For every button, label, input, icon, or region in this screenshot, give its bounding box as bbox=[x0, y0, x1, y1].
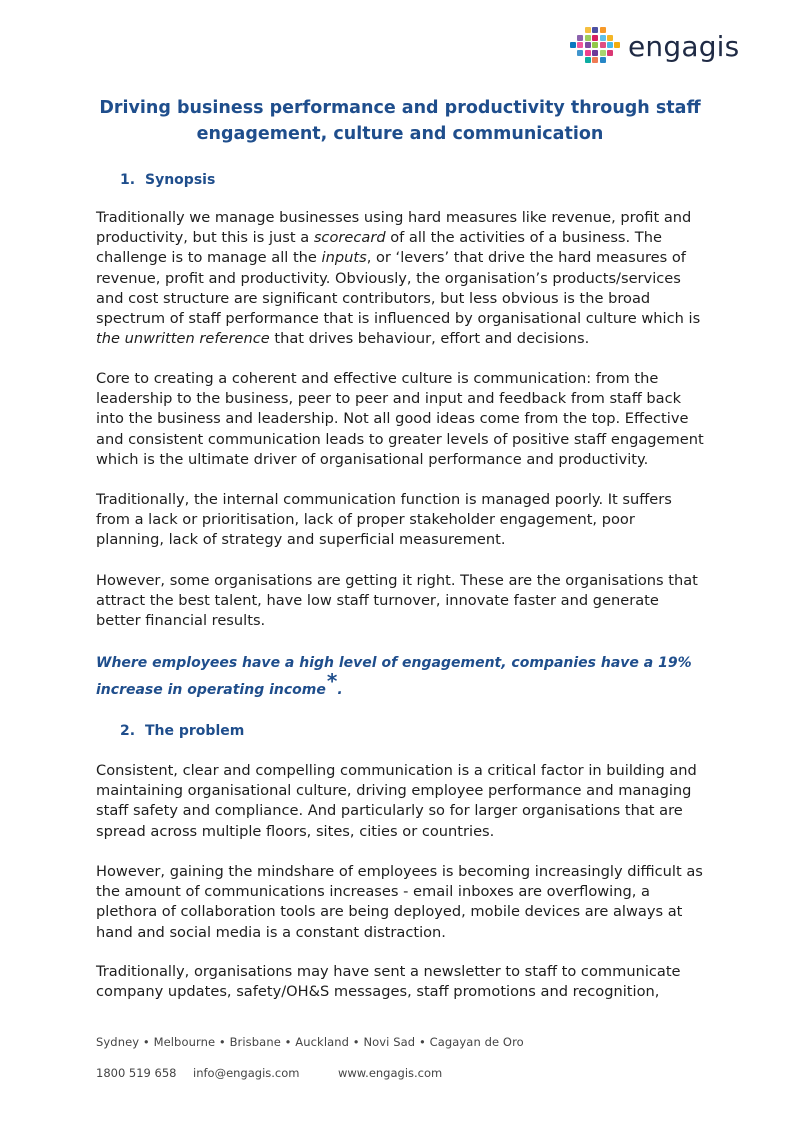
footnote-asterisk: * bbox=[326, 669, 338, 693]
emphasis-scorecard: scorecard bbox=[313, 229, 386, 247]
logo-tile bbox=[585, 42, 591, 48]
text-run: of all the activities of a business. The challenge is to manage all the bbox=[96, 229, 662, 267]
logo-tile bbox=[577, 42, 583, 48]
logo-tile bbox=[585, 57, 591, 63]
callout-period: . bbox=[337, 682, 343, 698]
logo-tile bbox=[592, 42, 598, 48]
section-title: The problem bbox=[145, 723, 245, 739]
emphasis-inputs: inputs bbox=[321, 249, 367, 267]
logo-tile bbox=[585, 50, 591, 56]
synopsis-paragraph-3: Traditionally, the internal communication function is managed poorly. It suffers from a lack or prioritisation, lack of proper stakeholder engagement, poor planning, lack of strategy and superficial measurement. bbox=[96, 491, 672, 549]
logo-tile bbox=[607, 35, 613, 41]
problem-paragraph-2: However, gaining the mindshare of employees is becoming increasingly difficult as the amount of communications increases - email inboxes are overflowing, a plethora of collaboration tools are being deployed, mobile devices are always at hand and social media is a constant distraction. bbox=[96, 863, 703, 941]
logo-wordmark: engagis bbox=[628, 29, 740, 63]
logo-tile bbox=[592, 57, 598, 63]
logo-tile bbox=[607, 42, 613, 48]
footer-office-locations: Sydney • Melbourne • Brisbane • Auckland • Novi Sad • Cagayan de Oro bbox=[96, 1035, 524, 1049]
logo-tile bbox=[592, 35, 598, 41]
synopsis-paragraph-2: Core to creating a coherent and effective culture is communication: from the leadership to the business, peer to peer and input and feedback from staff back into the business and leadership. Not all good ideas come from the top. Effective and consistent communication leads to greater levels of positive staff engagement which is the ultimate driver of organisational performance and productivity. bbox=[96, 370, 704, 468]
logo-tile bbox=[585, 27, 591, 33]
logo-tile bbox=[585, 35, 591, 41]
document-title: Driving business performance and productivity through staff engagement, culture and communication bbox=[99, 98, 701, 144]
logo-tile bbox=[570, 42, 576, 48]
problem-paragraph-1: Consistent, clear and compelling communication is a critical factor in building and maintaining organisational culture, driving employee performance and managing staff safety and compliance. And particularly so for larger organisations that are spread across multiple floors, sites, cities or countries. bbox=[96, 762, 697, 840]
logo-tile bbox=[600, 27, 606, 33]
problem-paragraph-3: Traditionally, organisations may have sent a newsletter to staff to communicate company updates, safety/OH&S messages, staff promotions and recognition, bbox=[96, 963, 681, 1001]
synopsis-paragraph-1 bbox=[96, 208, 706, 349]
emphasis-unwritten-reference: the unwritten reference bbox=[96, 330, 270, 348]
logo-tile bbox=[614, 42, 620, 48]
logo-tile bbox=[577, 35, 583, 41]
logo-tile bbox=[600, 50, 606, 56]
engagement-callout bbox=[96, 651, 696, 702]
logo-tile bbox=[600, 42, 606, 48]
logo-tile bbox=[592, 27, 598, 33]
text-run: Traditionally we manage businesses using hard measures like revenue, profit and productivity, but this is just a bbox=[96, 209, 692, 247]
logo-tile bbox=[607, 50, 613, 56]
text-run: , or ‘levers’ that drive the hard measures of revenue, profit and productivity. Obviously, the organisation’s products/services and cost structure are significant contributors, but less obvious is the broad spectrum of staff performance that is influenced by organisational culture which is bbox=[96, 249, 701, 328]
logo-tile bbox=[577, 50, 583, 56]
logo-tile bbox=[592, 50, 598, 56]
logo-tile bbox=[600, 35, 606, 41]
logo-mosaic-icon bbox=[570, 26, 622, 66]
footer-email[interactable]: info@engagis.com bbox=[193, 1066, 300, 1080]
callout-text: Where employees have a high level of engagement, companies have a 19% increase in operating income bbox=[96, 655, 692, 698]
section-number: 2. bbox=[120, 723, 136, 739]
section-number: 1. bbox=[120, 172, 136, 188]
text-run: that drives behaviour, effort and decisions. bbox=[269, 330, 590, 348]
logo-tile bbox=[600, 57, 606, 63]
section-title: Synopsis bbox=[145, 172, 216, 188]
section-heading-synopsis bbox=[120, 170, 215, 190]
engagis-logo bbox=[570, 26, 739, 66]
section-heading-the-problem bbox=[120, 721, 244, 741]
synopsis-paragraph-4: However, some organisations are getting it right. These are the organisations that attract the best talent, have low staff turnover, innovate faster and generate better financial results. bbox=[96, 572, 698, 630]
footer-phone: 1800 519 658 bbox=[96, 1066, 177, 1080]
footer-website[interactable]: www.engagis.com bbox=[338, 1066, 443, 1080]
